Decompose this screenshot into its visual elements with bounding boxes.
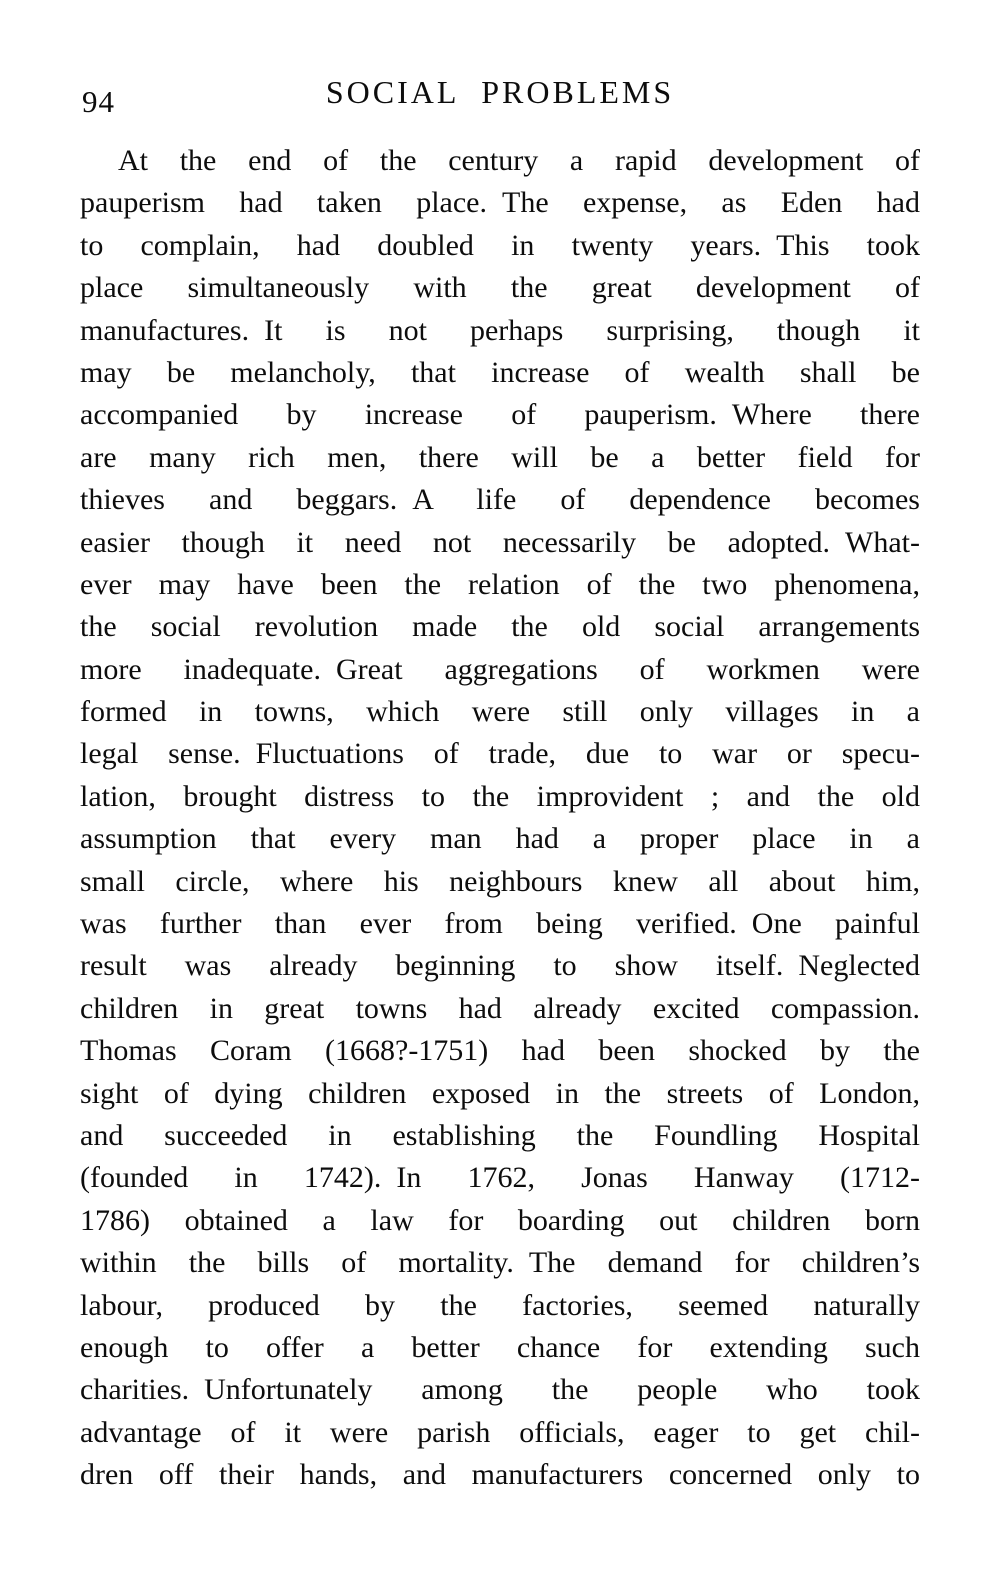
text-line: result was already beginning to show itself. Neglected [80, 949, 920, 983]
text-line: thieves and beggars. A life of dependence becomes [80, 483, 920, 517]
text-line: sight of dying children exposed in the streets of London, [80, 1076, 920, 1110]
text-line: charities. Unfortunately among the people who took [80, 1373, 920, 1407]
body-text [80, 140, 920, 1497]
text-line: children in great towns had already excited compassion. [80, 991, 920, 1025]
text-line: At the end of the century a rapid development of [118, 144, 920, 177]
text-line: small circle, where his neighbours knew all about him, [80, 864, 920, 898]
text-line: lation, brought distress to the improvident ; and the old [80, 779, 920, 813]
text-line: assumption that every man had a proper place in a [80, 822, 920, 856]
text-line: accompanied by increase of pauperism. Where there [80, 398, 920, 432]
text-line: labour, produced by the factories, seemed naturally [80, 1288, 920, 1322]
text-line: (founded in 1742). In 1762, Jonas Hanway (1712- [80, 1161, 920, 1195]
text-line: manufactures. It is not perhaps surprising, though it [80, 313, 920, 347]
text-line: Thomas Coram (1668?-1751) had been shocked by the [80, 1034, 920, 1068]
text-line: and succeeded in establishing the Foundling Hospital [80, 1118, 920, 1152]
page-number: 94 [82, 84, 115, 119]
text-line: to complain, had doubled in twenty years. This took [80, 228, 920, 262]
text-line: dren off their hands, and manufacturers concerned only to [80, 1458, 920, 1492]
text-line: more inadequate. Great aggregations of workmen were [80, 652, 920, 686]
text-line: enough to offer a better chance for extending such [80, 1330, 920, 1364]
text-line: was further than ever from being verified. One painful [80, 907, 920, 941]
text-line: legal sense. Fluctuations of trade, due to war or specu- [80, 737, 920, 771]
text-line: place simultaneously with the great development of [80, 271, 920, 305]
text-line: 1786) obtained a law for boarding out children born [80, 1203, 920, 1237]
text-line: ever may have been the relation of the two phenomena, [80, 567, 920, 601]
running-title: SOCIAL PROBLEMS [325, 74, 675, 110]
text-line: easier though it need not necessarily be adopted. What- [80, 525, 920, 559]
text-line: pauperism had taken place. The expense, as Eden had [80, 186, 920, 220]
text-line: the social revolution made the old social arrangements [80, 610, 920, 644]
page-header [80, 74, 920, 119]
text-line: are many rich men, there will be a better field for [80, 440, 920, 474]
text-line: within the bills of mortality. The demand for children’s [80, 1246, 920, 1280]
text-line: advantage of it were parish officials, eager to get chil- [80, 1415, 920, 1449]
text-line: may be melancholy, that increase of wealth shall be [80, 355, 920, 389]
text-line: formed in towns, which were still only villages in a [80, 695, 920, 729]
